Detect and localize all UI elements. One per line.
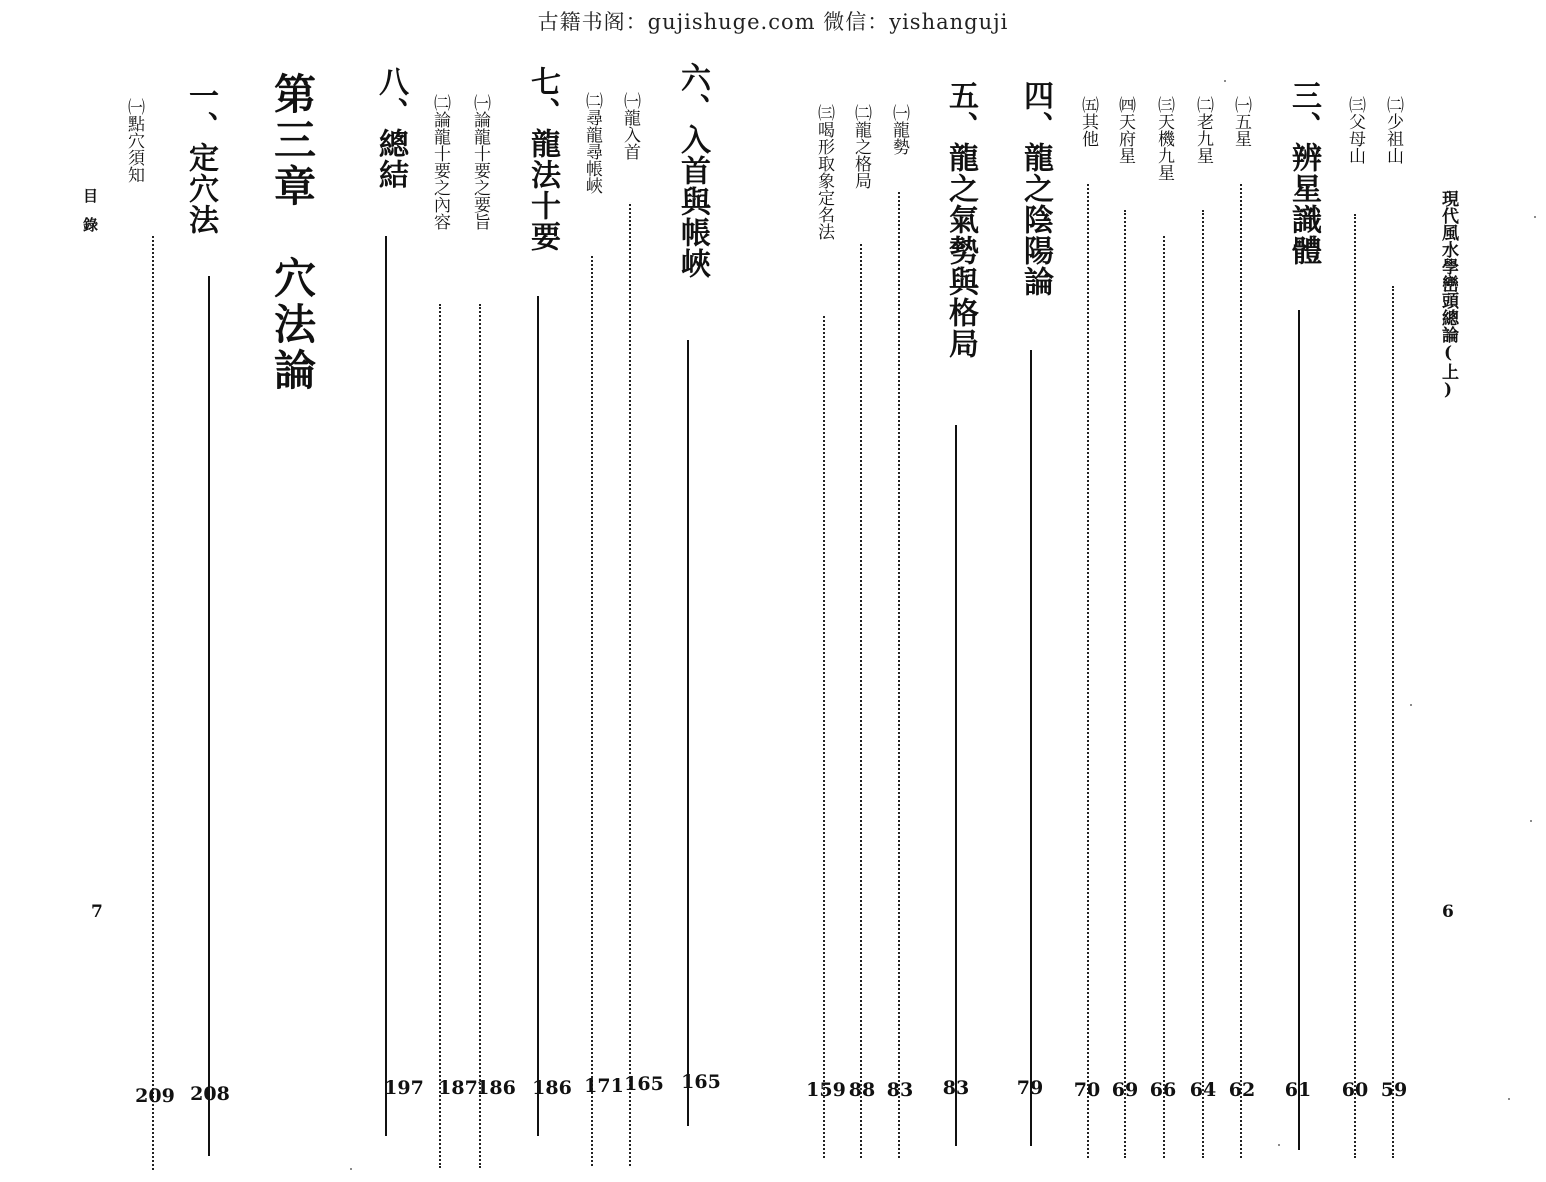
toc-section-title: 八、總結 bbox=[373, 66, 408, 190]
toc-entry-title: ㈢喝形取象定名法 bbox=[814, 104, 834, 240]
scan-speck bbox=[1410, 704, 1412, 706]
solid-leader bbox=[1030, 350, 1032, 1146]
dot-leader bbox=[439, 304, 441, 1168]
solid-leader bbox=[955, 425, 957, 1146]
toc-page-number: 70 bbox=[1073, 1079, 1101, 1101]
toc-section-title: 五、龍之氣勢與格局 bbox=[943, 80, 978, 359]
toc-entry-title: ㈢父母山 bbox=[1345, 96, 1365, 164]
solid-leader bbox=[1298, 310, 1300, 1150]
toc-entry-title: ㈠龍勢 bbox=[889, 104, 909, 155]
toc-entry-title: ㈢天機九星 bbox=[1154, 96, 1174, 181]
running-title-left: 目錄 bbox=[81, 188, 99, 246]
toc-entry-title: ㈤其他 bbox=[1078, 96, 1098, 147]
toc-section-title: 三、辨星識體 bbox=[1286, 80, 1321, 266]
dot-leader bbox=[898, 192, 900, 1158]
solid-leader bbox=[537, 296, 539, 1136]
toc-page-number: 197 bbox=[384, 1077, 424, 1099]
dot-leader bbox=[1240, 184, 1242, 1158]
toc-entry-title: ㈠論龍十要之要旨 bbox=[470, 94, 490, 230]
toc-page-number: 83 bbox=[942, 1077, 970, 1099]
dot-leader bbox=[479, 304, 481, 1168]
toc-section-title: 一、定穴法 bbox=[183, 80, 218, 235]
scan-speck bbox=[1224, 80, 1226, 82]
dot-leader bbox=[1087, 184, 1089, 1158]
toc-page-number: 59 bbox=[1380, 1079, 1408, 1101]
scan-speck bbox=[1508, 1098, 1510, 1100]
page-number-left: 7 bbox=[91, 902, 103, 922]
dot-leader bbox=[1202, 210, 1204, 1158]
toc-page-number: 88 bbox=[848, 1079, 876, 1101]
toc-entry-title: ㈡尋龍尋帳峽 bbox=[582, 92, 602, 194]
toc-entry-title: ㈣天府星 bbox=[1115, 96, 1135, 164]
toc-page-number: 79 bbox=[1016, 1077, 1044, 1099]
page-number-right: 6 bbox=[1442, 902, 1454, 922]
scan-speck bbox=[350, 1168, 352, 1170]
toc-page-number: 209 bbox=[135, 1085, 175, 1107]
dot-leader bbox=[860, 244, 862, 1158]
toc-page-number: 159 bbox=[806, 1079, 846, 1101]
scan-speck bbox=[1534, 216, 1536, 218]
toc-page-number: 165 bbox=[624, 1073, 664, 1095]
toc-entry-title: ㈡龍之格局 bbox=[851, 104, 871, 189]
toc-page-number: 171 bbox=[584, 1075, 624, 1097]
toc-page-number: 165 bbox=[681, 1071, 721, 1093]
toc-entry-title: ㈠五星 bbox=[1231, 96, 1251, 147]
chapter-title: 第三章 穴法論 bbox=[268, 72, 317, 394]
solid-leader bbox=[687, 340, 689, 1126]
solid-leader bbox=[385, 236, 387, 1136]
toc-page-number: 187 bbox=[438, 1077, 478, 1099]
toc-entry-title: ㈡論龍十要之內容 bbox=[430, 94, 450, 230]
solid-leader bbox=[208, 276, 210, 1156]
dot-leader bbox=[1354, 214, 1356, 1158]
toc-page-number: 62 bbox=[1228, 1079, 1256, 1101]
dot-leader bbox=[1163, 236, 1165, 1158]
toc-page-number: 186 bbox=[532, 1077, 572, 1099]
dot-leader bbox=[1124, 210, 1126, 1158]
toc-section-title: 四、龍之陰陽論 bbox=[1018, 80, 1053, 297]
toc-page-number: 64 bbox=[1189, 1079, 1217, 1101]
dot-leader bbox=[152, 236, 154, 1170]
toc-page-number: 61 bbox=[1284, 1079, 1312, 1101]
dot-leader bbox=[591, 256, 593, 1166]
toc-page-number: 69 bbox=[1111, 1079, 1139, 1101]
toc-page-number: 83 bbox=[886, 1079, 914, 1101]
toc-entry-title: ㈠點穴須知 bbox=[124, 98, 144, 183]
toc-page-number: 208 bbox=[190, 1083, 230, 1105]
dot-leader bbox=[629, 204, 631, 1166]
watermark-header: 古籍书阁：gujishuge.com 微信：yishanguji bbox=[537, 10, 1009, 34]
toc-entry-title: ㈠龍入首 bbox=[620, 92, 640, 160]
toc-section-title: 七、龍法十要 bbox=[525, 66, 560, 252]
toc-entry-title: ㈡老九星 bbox=[1193, 96, 1213, 164]
toc-entry-title: ㈡少祖山 bbox=[1383, 96, 1403, 164]
scan-speck bbox=[1530, 820, 1532, 822]
toc-page-number: 60 bbox=[1341, 1079, 1369, 1101]
running-title-right: 現代風水學巒頭總論(上) bbox=[1438, 190, 1458, 400]
toc-page-number: 66 bbox=[1149, 1079, 1177, 1101]
scan-speck bbox=[1278, 1144, 1280, 1146]
toc-section-title: 六、入首與帳峽 bbox=[675, 62, 710, 279]
toc-page-number: 186 bbox=[476, 1077, 516, 1099]
dot-leader bbox=[1392, 286, 1394, 1158]
dot-leader bbox=[823, 316, 825, 1158]
